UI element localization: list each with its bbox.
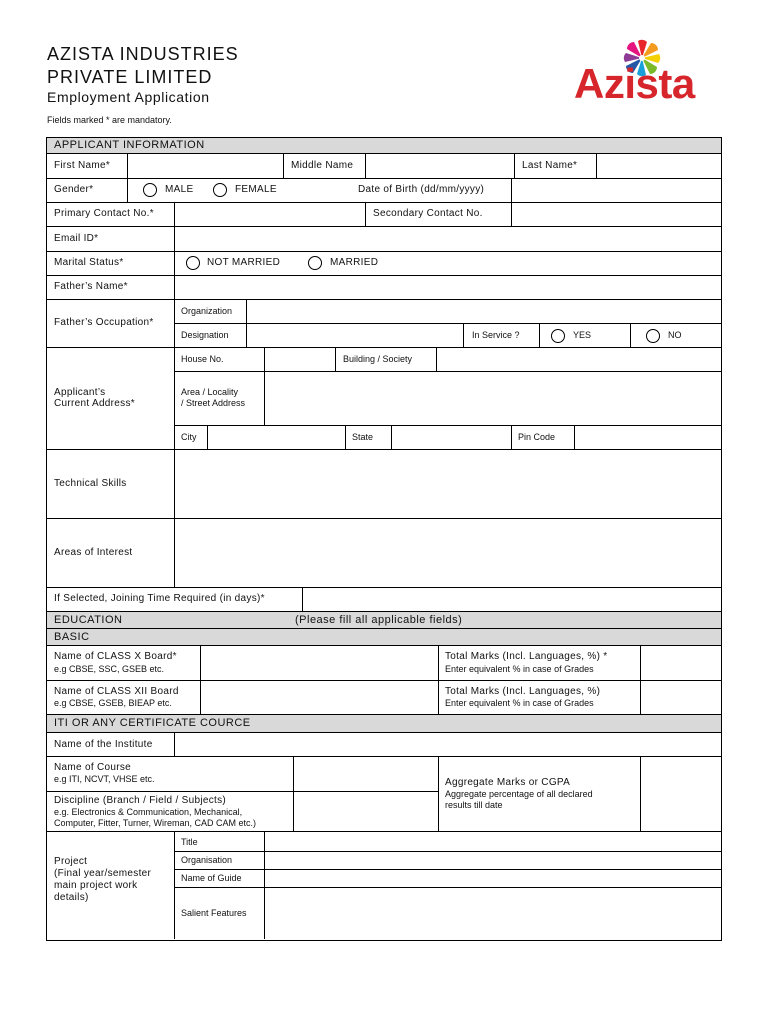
female-label: FEMALE: [235, 184, 277, 195]
fathers-name-field[interactable]: [176, 277, 720, 298]
table-rule: [630, 323, 631, 347]
married-radio[interactable]: [308, 256, 322, 270]
table-rule: [46, 178, 721, 179]
table-rule: [46, 251, 721, 252]
table-rule: [46, 347, 721, 348]
first-name-field[interactable]: [129, 155, 282, 177]
institute-field[interactable]: [176, 734, 720, 755]
discipline-hint-line2: Computer, Fitter, Turner, Wireman, CAD CAM etc.): [54, 818, 257, 828]
table-rule: [365, 153, 366, 178]
table-rule: [264, 831, 265, 939]
address-label-line1: Applicant’s: [54, 387, 106, 398]
project-title-label: Title: [181, 837, 198, 847]
marital-status-label: Marital Status*: [54, 257, 124, 268]
azista-logo: [572, 38, 724, 108]
marks12-field[interactable]: [642, 682, 720, 713]
table-rule: [345, 425, 346, 449]
table-rule: [293, 756, 294, 831]
fathers-name-label: Father’s Name*: [54, 281, 128, 292]
table-rule: [207, 425, 208, 449]
secondary-contact-field[interactable]: [513, 204, 720, 225]
table-rule: [574, 425, 575, 449]
male-label: MALE: [165, 184, 194, 195]
in-service-yes-radio[interactable]: [551, 329, 565, 343]
table-rule: [438, 756, 439, 831]
project-organisation-field[interactable]: [266, 853, 720, 868]
section-basic: [47, 628, 721, 645]
not-married-radio[interactable]: [186, 256, 200, 270]
class10-board-field[interactable]: [202, 647, 437, 679]
areas-of-interest-label: Areas of Interest: [54, 547, 133, 558]
table-rule: [174, 887, 721, 888]
section-title-applicant: APPLICANT INFORMATION: [54, 139, 205, 151]
institute-label: Name of the Institute: [54, 739, 153, 750]
table-rule: [174, 371, 721, 372]
table-rule: [539, 323, 540, 347]
table-rule: [46, 645, 721, 646]
marks10-field[interactable]: [642, 647, 720, 679]
education-note: (Please fill all applicable fields): [295, 614, 463, 626]
middle-name-label: Middle Name: [291, 160, 354, 171]
joining-time-field[interactable]: [304, 589, 720, 610]
aggregate-label: Aggregate Marks or CGPA: [445, 777, 571, 788]
table-rule: [514, 153, 515, 178]
in-service-yes-label: YES: [573, 330, 592, 340]
area-field[interactable]: [266, 373, 720, 424]
table-rule: [391, 425, 392, 449]
project-label-line1: Project: [54, 856, 88, 867]
table-rule: [365, 202, 366, 226]
organization-label: Organization: [181, 306, 233, 316]
email-field[interactable]: [176, 228, 720, 250]
address-label-line2: Current Address*: [54, 398, 135, 409]
section-title-education: EDUCATION: [54, 614, 123, 626]
house-no-label: House No.: [181, 354, 224, 364]
marks12-label: Total Marks (Incl. Languages, %): [445, 686, 601, 697]
table-rule: [174, 323, 721, 324]
table-rule: [174, 869, 721, 870]
table-rule: [46, 680, 721, 681]
table-rule: [46, 756, 721, 757]
section-title-basic: BASIC: [54, 631, 90, 643]
table-rule: [640, 645, 641, 714]
city-field[interactable]: [209, 427, 344, 448]
table-rule: [511, 178, 512, 202]
table-rule: [302, 587, 303, 611]
table-rule: [46, 831, 721, 832]
table-rule: [283, 153, 284, 178]
marks12-hint: Enter equivalent % in case of Grades: [445, 698, 594, 708]
table-rule: [127, 153, 128, 202]
last-name-label: Last Name*: [522, 160, 578, 171]
table-rule: [174, 831, 175, 939]
project-guide-field[interactable]: [266, 871, 720, 886]
table-rule: [46, 518, 721, 519]
area-label-line1: Area / Locality: [181, 387, 239, 397]
aggregate-hint-line2: results till date: [445, 800, 503, 810]
in-service-label: In Service ?: [472, 330, 520, 340]
project-label-line4: details): [54, 892, 89, 903]
gender-label: Gender*: [54, 184, 94, 195]
dob-field[interactable]: [513, 180, 720, 201]
pin-code-field[interactable]: [576, 427, 720, 448]
middle-name-field[interactable]: [367, 155, 513, 177]
form-title: Employment Application: [47, 89, 210, 105]
discipline-field[interactable]: [295, 793, 437, 830]
last-name-field[interactable]: [598, 155, 720, 177]
not-married-label: NOT MARRIED: [207, 257, 281, 268]
project-guide-label: Name of Guide: [181, 873, 242, 883]
mandatory-note: Fields marked * are mandatory.: [47, 115, 172, 125]
table-rule: [46, 226, 721, 227]
company-name-line2: PRIVATE LIMITED: [47, 67, 213, 87]
table-rule: [640, 756, 641, 831]
table-rule: [46, 449, 721, 450]
email-label: Email ID*: [54, 233, 99, 244]
designation-field[interactable]: [248, 325, 462, 346]
table-rule: [46, 275, 721, 276]
table-rule: [174, 732, 175, 756]
area-label-line2: / Street Address: [181, 398, 246, 408]
project-title-field[interactable]: [266, 833, 720, 850]
section-title-iti: ITI OR ANY CERTIFICATE COURCE: [54, 717, 251, 729]
table-rule: [174, 425, 721, 426]
technical-skills-label: Technical Skills: [54, 478, 127, 489]
dob-label: Date of Birth (dd/mm/yyyy): [358, 184, 485, 195]
table-rule: [200, 645, 201, 714]
table-rule: [596, 153, 597, 178]
project-features-field[interactable]: [266, 889, 720, 938]
technical-skills-field[interactable]: [176, 451, 720, 517]
project-label-line3: main project work: [54, 880, 138, 891]
primary-contact-field[interactable]: [176, 204, 364, 225]
primary-contact-label: Primary Contact No.*: [54, 208, 154, 219]
fathers-occupation-label: Father’s Occupation*: [54, 317, 154, 328]
city-label: City: [181, 432, 197, 442]
table-rule: [463, 323, 464, 347]
marks10-hint: Enter equivalent % in case of Grades: [445, 664, 594, 674]
state-field[interactable]: [393, 427, 510, 448]
organization-field[interactable]: [248, 301, 720, 322]
first-name-label: First Name*: [54, 160, 111, 171]
table-rule: [46, 202, 721, 203]
married-label: MARRIED: [330, 257, 379, 268]
class10-label: Name of CLASS X Board*: [54, 651, 177, 662]
class10-hint: e.g CBSE, SSC, GSEB etc.: [54, 664, 165, 674]
table-rule: [511, 202, 512, 226]
female-radio[interactable]: [213, 183, 227, 197]
table-rule: [174, 299, 175, 587]
table-rule: [174, 851, 721, 852]
table-rule: [46, 791, 438, 792]
project-label-line2: (Final year/semester: [54, 868, 152, 879]
table-rule: [46, 628, 721, 629]
in-service-no-label: NO: [668, 330, 682, 340]
building-field[interactable]: [438, 349, 720, 370]
table-rule: [436, 347, 437, 371]
discipline-label: Discipline (Branch / Field / Subjects): [54, 795, 227, 806]
table-rule: [46, 732, 721, 733]
state-label: State: [352, 432, 374, 442]
table-rule: [46, 153, 721, 154]
house-no-field[interactable]: [266, 349, 334, 370]
course-field[interactable]: [295, 758, 437, 790]
joining-time-label: If Selected, Joining Time Required (in days)*: [54, 593, 265, 604]
logo-wordmark: Azista: [574, 60, 695, 107]
project-features-label: Salient Features: [181, 908, 247, 918]
aggregate-hint-line1: Aggregate percentage of all declared: [445, 789, 593, 799]
table-rule: [438, 645, 439, 714]
table-rule: [511, 425, 512, 449]
in-service-no-radio[interactable]: [646, 329, 660, 343]
table-rule: [335, 347, 336, 371]
class12-hint: e.g CBSE, GSEB, BIEAP etc.: [54, 698, 172, 708]
building-label: Building / Society: [343, 354, 413, 364]
secondary-contact-label: Secondary Contact No.: [373, 208, 483, 219]
table-rule: [46, 611, 721, 612]
class12-board-field[interactable]: [202, 682, 437, 713]
table-rule: [46, 714, 721, 715]
male-radio[interactable]: [143, 183, 157, 197]
company-name-line1: AZISTA INDUSTRIES: [47, 44, 239, 64]
project-organisation-label: Organisation: [181, 855, 233, 865]
marks10-label: Total Marks (Incl. Languages, %) *: [445, 651, 608, 662]
pin-code-label: Pin Code: [518, 432, 556, 442]
course-label: Name of Course: [54, 762, 132, 773]
areas-of-interest-field[interactable]: [176, 520, 720, 586]
aggregate-field[interactable]: [642, 758, 720, 830]
class12-label: Name of CLASS XII Board: [54, 686, 179, 697]
table-rule: [264, 347, 265, 425]
table-rule: [46, 299, 721, 300]
table-rule: [174, 202, 175, 299]
course-hint: e.g ITI, NCVT, VHSE etc.: [54, 774, 155, 784]
table-rule: [246, 299, 247, 347]
discipline-hint-line1: e.g. Electronics & Communication, Mechanical,: [54, 807, 243, 817]
designation-label: Designation: [181, 330, 229, 340]
table-rule: [46, 587, 721, 588]
